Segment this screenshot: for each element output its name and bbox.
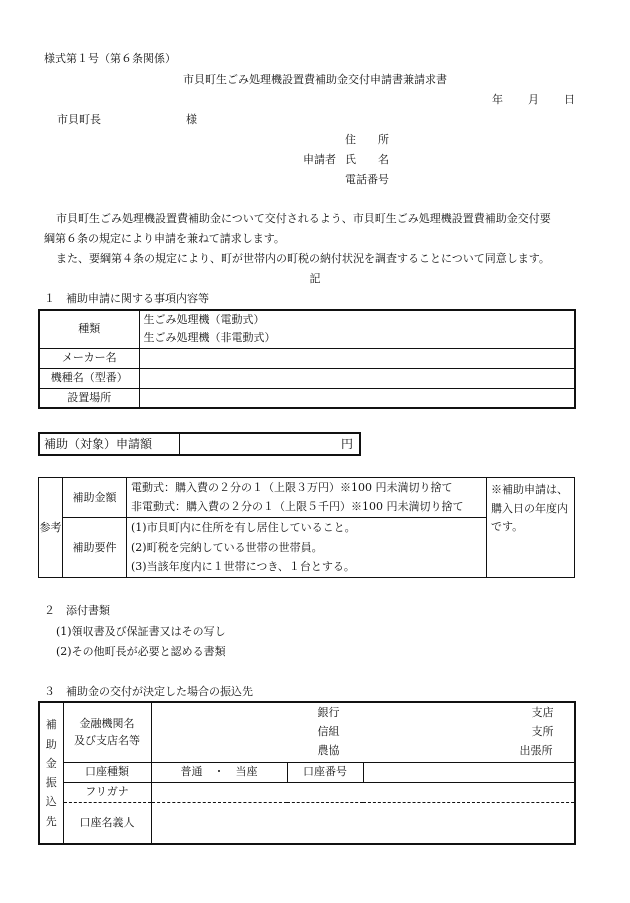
attachment-item-1: (1)領収書及び保証書又はその写し [56, 625, 226, 638]
addressee: 市貝町長 [57, 113, 101, 126]
account-number-field[interactable] [363, 762, 575, 782]
institution-label-line-2: 及び支店名等 [74, 734, 140, 748]
furigana-field[interactable] [151, 782, 575, 802]
amount-label: 補助（対象）申請額 [39, 433, 179, 455]
bank-transfer-table [38, 701, 576, 845]
maker-label: メーカー名 [39, 348, 139, 368]
applicant-phone-label: 電話番号 [345, 173, 389, 186]
reference-note [487, 478, 575, 578]
requirement-3: (3)当該年度内に１世帯につき、１台とする。 [127, 558, 487, 578]
institution-label [63, 702, 151, 762]
section-3-heading: ３ 補助金の交付が決定した場合の振込先 [44, 685, 253, 698]
branch-suffix: 支店 [531, 706, 554, 719]
reference-note-line-1: ※補助申請は、 [491, 483, 568, 496]
reference-note-line-3: です。 [491, 520, 524, 534]
subsidy-amount-electric: 電動式：購入費の２分の１（上限３万円）※100 円未満切り捨て [127, 478, 487, 498]
body-paragraph-1-line-2: 綱第６条の規定により申請を兼ねて請求します。 [44, 232, 285, 245]
transfer-side-label: 補助金振込先 [39, 702, 63, 844]
amount-unit: 円 [340, 436, 353, 451]
place-label: 設置場所 [39, 388, 139, 408]
subsidy-amount-non-electric: 非電動式：購入費の２分の１（上限５千円）※100 円未満切り捨て [127, 498, 487, 518]
body-paragraph-1-line-1: 市貝町生ごみ処理機設置費補助金について交付されるよう、市貝町生ごみ処理機設置費補助金交付要 [56, 212, 551, 225]
shinkumi-suffix: 信組 [317, 725, 340, 738]
addressee-honorific: 様 [186, 113, 197, 126]
reference-side-label: 参考 [39, 478, 63, 578]
section-2-heading: ２ 添付書類 [44, 604, 110, 617]
applicant-label: 申請者 [303, 153, 336, 166]
institution-label-line-1: 金融機関名 [79, 716, 135, 730]
account-holder-label: 口座名義人 [63, 802, 151, 844]
requirement-1: (1)市貝町内に住所を有し居住していること。 [127, 518, 487, 538]
form-number: 様式第１号（第６条関係） [44, 52, 176, 65]
application-details-table [38, 309, 576, 409]
requirements-label: 補助要件 [63, 518, 127, 578]
branch-office-suffix: 支所 [531, 725, 554, 738]
date-day-label: 日 [564, 93, 575, 106]
model-field[interactable] [139, 368, 575, 388]
account-type-value[interactable]: 普通 ・ 当座 [151, 762, 287, 782]
account-number-label: 口座番号 [287, 762, 363, 782]
document-title: 市貝町生ごみ処理機設置費補助金交付申請書兼請求書 [183, 73, 447, 86]
account-type-label: 口座種類 [63, 762, 151, 782]
sub-office-suffix: 出張所 [519, 744, 553, 757]
bank-suffix: 銀行 [317, 706, 340, 719]
institution-field[interactable] [151, 702, 575, 762]
attachment-item-2: (2)その他町長が必要と認める書類 [56, 645, 226, 658]
reference-note-line-2: 購入日の年度内 [491, 501, 568, 515]
maker-field[interactable] [139, 348, 575, 368]
place-field[interactable] [139, 388, 575, 408]
model-label: 機種名（型番） [39, 368, 139, 388]
type-option-electric[interactable]: 生ごみ処理機（電動式） [139, 310, 575, 329]
furigana-label: フリガナ [63, 782, 151, 802]
date-month-label: 月 [528, 93, 539, 106]
reference-table [38, 477, 575, 578]
nokyo-suffix: 農協 [317, 744, 340, 757]
applicant-name-label: 氏 名 [345, 153, 389, 166]
type-label: 種類 [39, 310, 139, 348]
requirement-2: (2)町税を完納している世帯の世帯員。 [127, 538, 487, 558]
applicant-address-label: 住 所 [345, 133, 389, 146]
section-1-heading: １ 補助申請に関する事項内容等 [44, 292, 209, 305]
amount-table [38, 432, 361, 456]
date-year-label: 年 [492, 93, 503, 106]
subsidy-amount-label: 補助金額 [63, 478, 127, 518]
ki-mark: 記 [309, 272, 321, 285]
account-holder-field[interactable] [151, 802, 575, 844]
body-paragraph-2: また、要綱第４条の規定により、町が世帯内の町税の納付状況を調査することについて同意します。 [56, 252, 550, 265]
amount-field[interactable] [179, 433, 360, 455]
type-option-non-electric[interactable]: 生ごみ処理機（非電動式） [139, 329, 575, 348]
